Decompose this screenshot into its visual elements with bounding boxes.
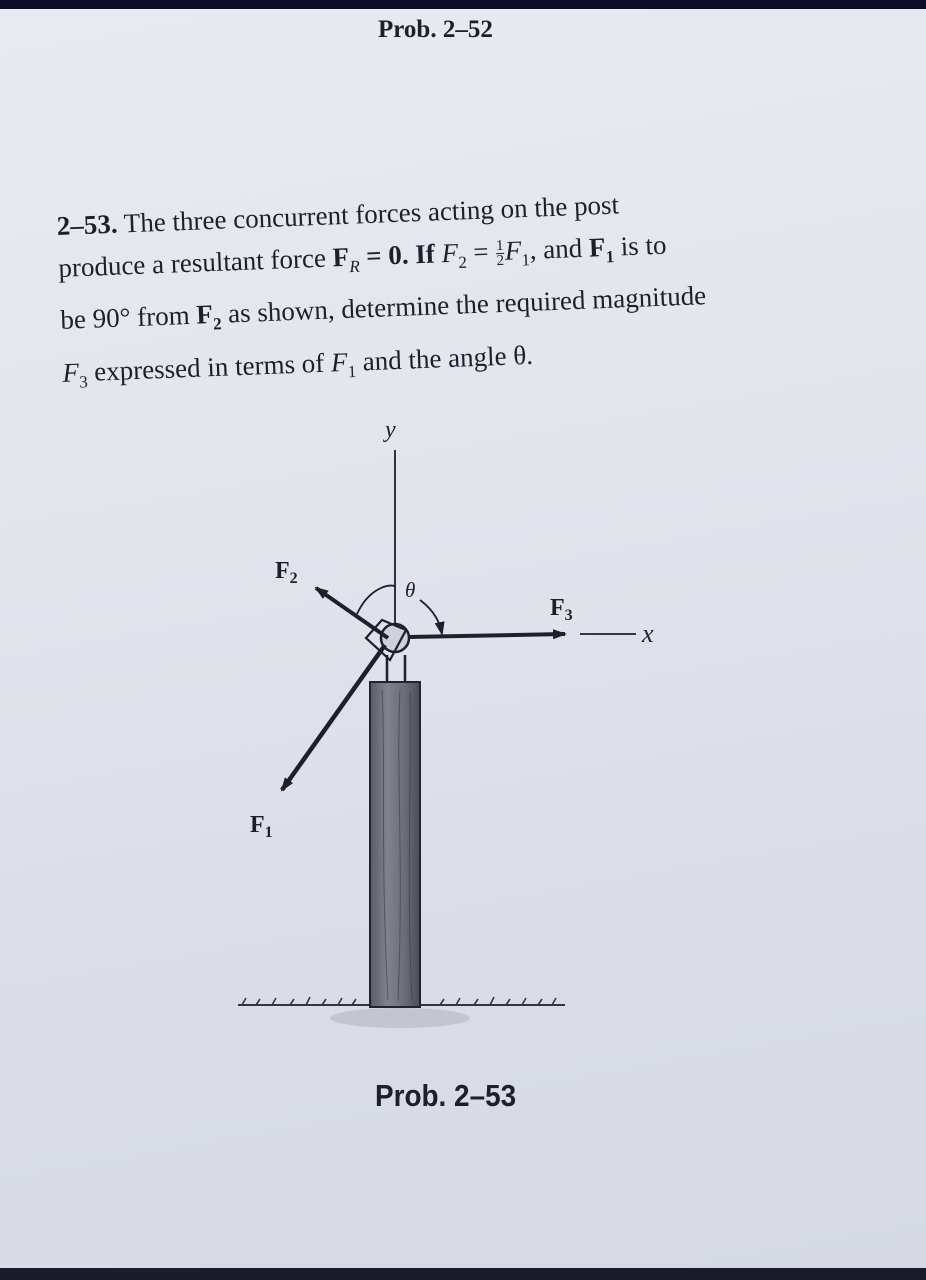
theta-arc-left bbox=[357, 586, 395, 614]
symbol-F2-bold: F bbox=[195, 299, 214, 331]
right-angle-arc bbox=[420, 600, 442, 634]
theta-label: θ bbox=[405, 578, 416, 602]
text-segment: The three concurrent forces acting on the post bbox=[123, 189, 620, 239]
problem-number: 2–53. bbox=[56, 208, 119, 241]
bottom-edge-bar bbox=[0, 1268, 926, 1280]
text-segment: and the angle θ. bbox=[355, 339, 534, 377]
symbol-F1-italic-sub: 1 bbox=[347, 361, 357, 382]
text-segment: , and bbox=[529, 232, 590, 265]
force-F2-arrow bbox=[316, 588, 388, 638]
symbol-F1-sub: 1 bbox=[521, 250, 531, 270]
text-segment: = bbox=[465, 236, 496, 268]
symbol-F2-bold-sub: 2 bbox=[212, 314, 223, 334]
symbol-F1-italic: F bbox=[330, 346, 348, 378]
y-axis-label: y bbox=[385, 417, 396, 443]
force-F3-arrow bbox=[408, 634, 565, 637]
text-segment: = 0. If bbox=[358, 238, 443, 272]
text-segment: as shown, determine the required magnitude bbox=[220, 280, 707, 330]
symbol-FR: F bbox=[332, 241, 350, 273]
text-segment: expressed in terms of bbox=[86, 347, 332, 387]
force-F3-label: $F_3$ bbox=[550, 595, 573, 624]
symbol-F1-bold-sub: 1 bbox=[605, 247, 615, 267]
post bbox=[370, 682, 420, 1007]
text-segment: be 90° from bbox=[59, 300, 197, 336]
symbol-F3-sub: 3 bbox=[78, 372, 89, 392]
symbol-F2: F bbox=[440, 237, 459, 269]
figure-caption: Prob. 2–53 bbox=[375, 1078, 517, 1113]
force-F1-label: $F_1$ bbox=[250, 812, 273, 841]
fraction-denominator: 2 bbox=[496, 253, 505, 270]
symbol-F2-sub: 2 bbox=[458, 252, 468, 272]
symbol-F3: F bbox=[61, 357, 80, 388]
symbol-FR-sub: R bbox=[349, 256, 361, 277]
symbol-F1: F bbox=[504, 235, 522, 266]
text-segment: produce a resultant force bbox=[57, 242, 327, 283]
previous-problem-caption: Prob. 2–52 bbox=[378, 16, 493, 43]
force-F2-label: $F_2$ bbox=[275, 558, 298, 587]
symbol-F1-bold: F bbox=[588, 231, 606, 263]
fraction-numerator: 1 bbox=[495, 238, 504, 255]
x-axis-label: x bbox=[642, 619, 654, 648]
text-segment: is to bbox=[613, 229, 667, 262]
